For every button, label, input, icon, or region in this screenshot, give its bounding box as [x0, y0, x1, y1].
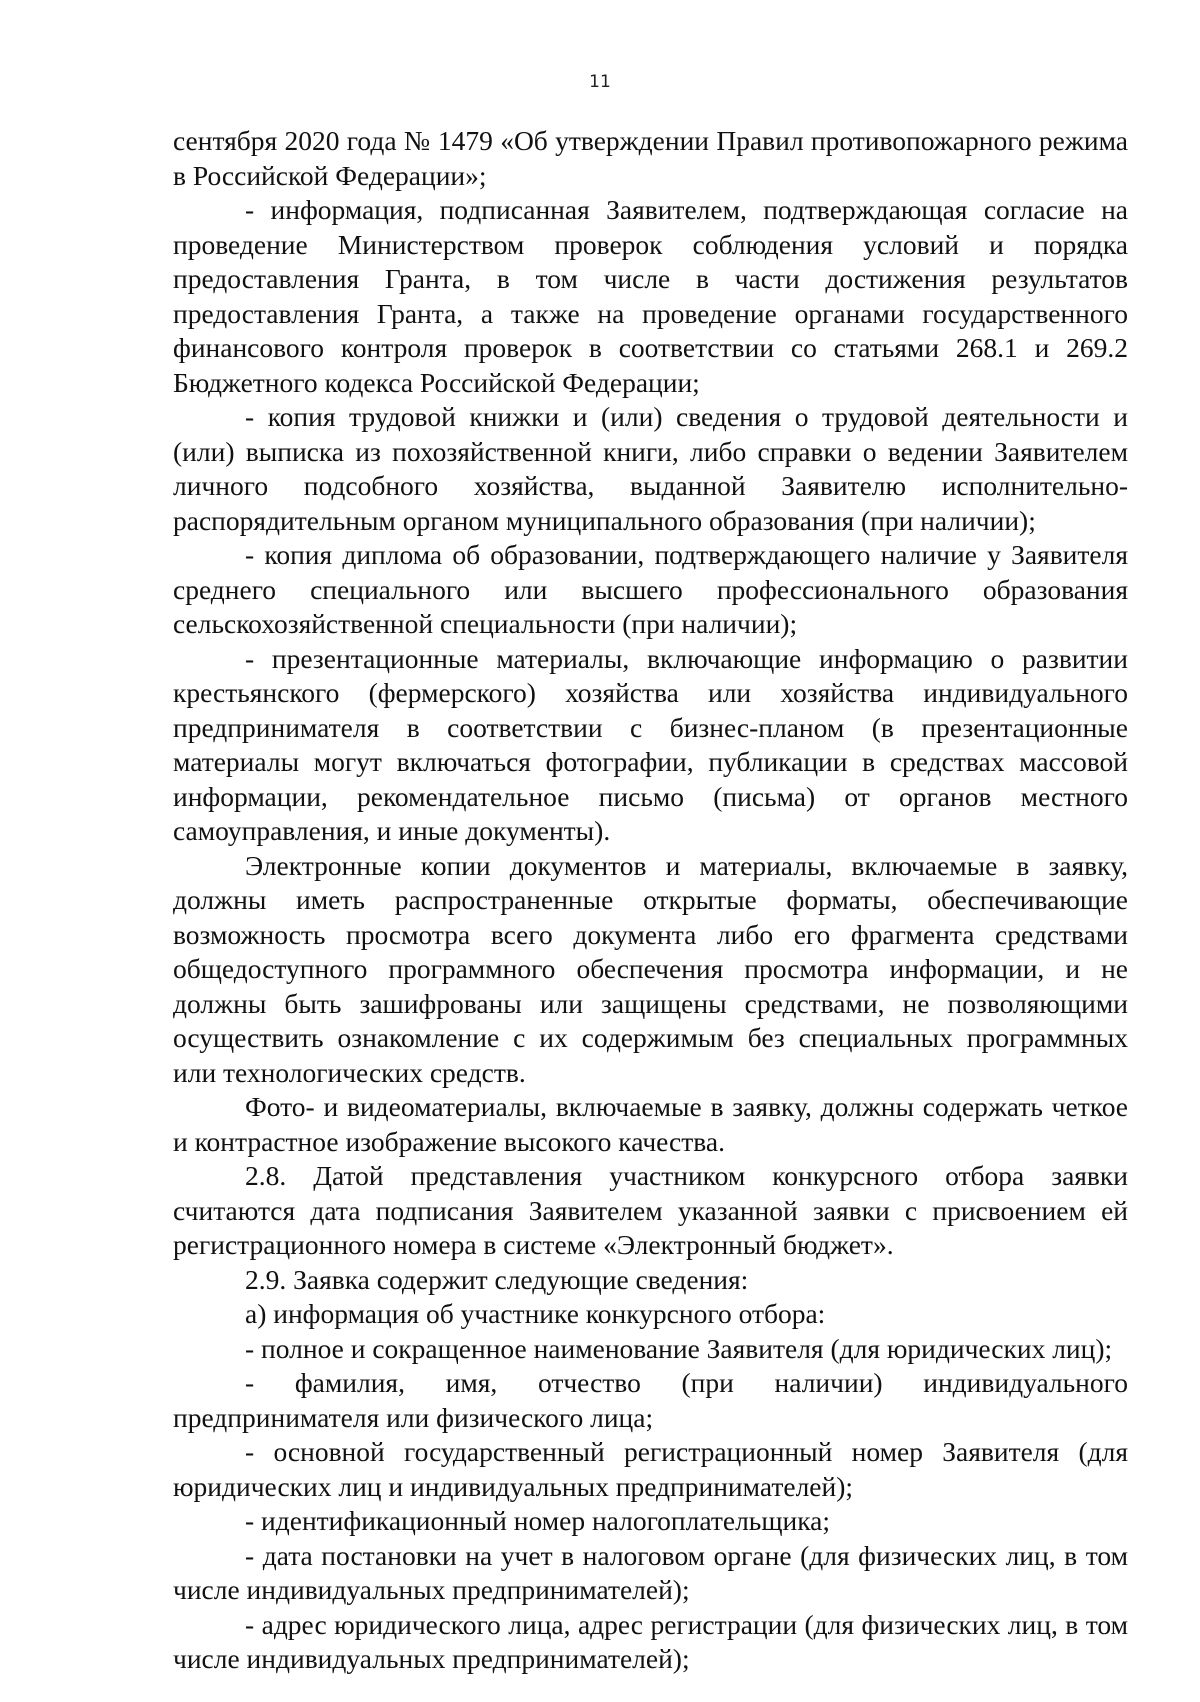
paragraph: - основной государственный регистрационный номер Заявителя (для юридических лиц и индивидуальных предпринимателей);	[173, 1436, 1128, 1502]
paragraph: - дата постановки на учет в налоговом органе (для физических лиц, в том числе индивидуальных предпринимателей);	[173, 1539, 1128, 1605]
paragraph: - информация, подписанная Заявителем, подтверждающая согласие на проведение Министерством проверок соблюдения условий и порядка предоставления Гранта, в том числе в части достижения результатов предоставления Гранта, а также на проведение органами государственного финансового контроля проверок в соответствии со статьями 268.1 и 269.2 Бюджетного кодекса Российской Федерации;	[173, 194, 1128, 398]
paragraph: сентября 2020 года № 1479 «Об утверждении Правил противопожарного режима в Российской Федерации»;	[173, 125, 1128, 191]
paragraph: - копия диплома об образовании, подтверждающего наличие у Заявителя среднего специального или высшего профессионального образования сельскохозяйственной специальности (при наличии);	[173, 539, 1128, 639]
paragraph: - фамилия, имя, отчество (при наличии) индивидуального предпринимателя или физического лица;	[173, 1367, 1128, 1433]
paragraph: - копия трудовой книжки и (или) сведения о трудовой деятельности и (или) выписка из похозяйственной книги, либо справки о ведении Заявителем личного подсобного хозяйства, выданной Заявителю исполнительно-распорядительным органом муниципального образования (при наличии);	[173, 401, 1128, 536]
paragraph: Фото- и видеоматериалы, включаемые в заявку, должны содержать четкое и контрастное изображение высокого качества.	[173, 1091, 1128, 1157]
paragraph: - идентификационный номер налогоплательщика;	[245, 1505, 831, 1536]
paragraph: 2.9. Заявка содержит следующие сведения:	[245, 1263, 749, 1295]
paragraph: 2.8. Датой представления участником конкурсного отбора заявки считаются дата подписания Заявителем указанной заявки с присвоением ей регистрационного номера в системе «Электронный бюджет».	[173, 1160, 1128, 1260]
paragraph: а) информация об участнике конкурсного отбора:	[245, 1298, 826, 1329]
paragraph: - полное и сокращенное наименование Заявителя (для юридических лиц);	[245, 1332, 1113, 1364]
page-number: 11	[589, 72, 611, 92]
paragraph: Электронные копии документов и материалы, включаемые в заявку, должны иметь распространенные открытые форматы, обеспечивающие возможность просмотра всего документа либо его фрагмента средствами общедоступного программного обеспечения просмотра информации, и не должны быть зашифрованы или защищены средствами, не позволяющими осуществить ознакомление с их содержимым без специальных программных или технологических средств.	[173, 849, 1128, 1088]
document-body	[173, 124, 1128, 1677]
paragraph: - презентационные материалы, включающие информацию о развитии крестьянского (фермерского) хозяйства или хозяйства индивидуального предпринимателя в соответствии с бизнес-планом (в презентационные материалы могут включаться фотографии, публикации в средствах массовой информации, рекомендательное письмо (письма) от органов местного самоуправления, и иные документы).	[173, 642, 1128, 846]
paragraph: - адрес юридического лица, адрес регистрации (для физических лиц, в том числе индивидуальных предпринимателей);	[173, 1608, 1128, 1674]
